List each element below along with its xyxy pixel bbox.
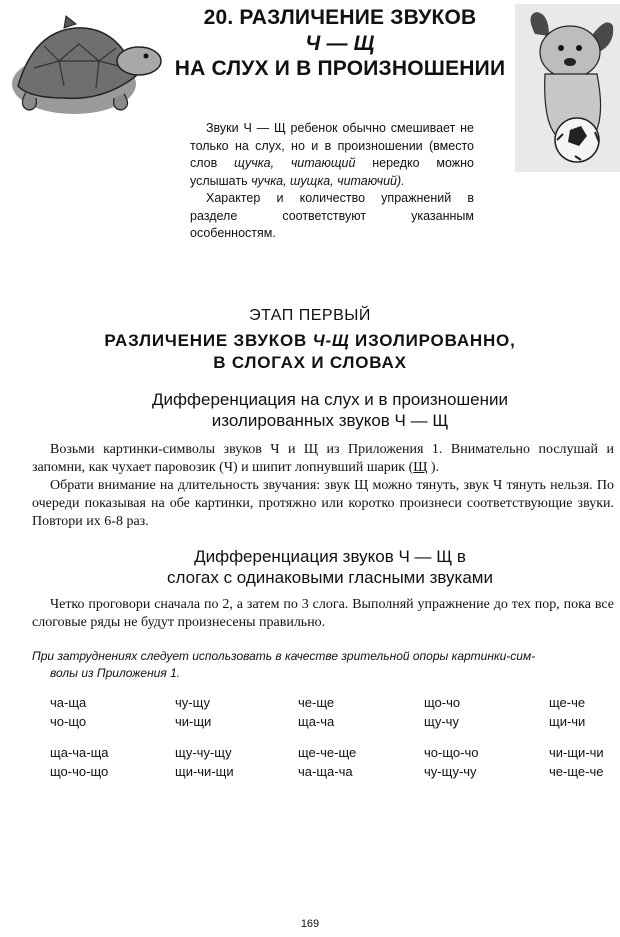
syllable-item: ща-ча-ща bbox=[50, 745, 109, 760]
page-number: 169 bbox=[300, 918, 320, 930]
section2-note: При затруднениях следует использовать в качестве зрительной опоры картинки-сим- волы из Приложения 1. bbox=[32, 649, 536, 680]
syllable-item: ча-ща-ча bbox=[298, 764, 353, 779]
section1-heading: Дифференциация на слух и в произношении изолированных звуков Ч — Щ bbox=[152, 390, 508, 430]
syllable-item: ща-ча bbox=[298, 714, 335, 729]
syllable-item: че-ще-че bbox=[549, 764, 604, 779]
syllable-item: ще-че bbox=[549, 695, 586, 710]
syllable-item: щи-чи-щи bbox=[175, 764, 234, 779]
section1-body bbox=[32, 441, 614, 531]
syllable-item: щу-чу bbox=[424, 714, 459, 729]
syllable-item: чу-щу-чу bbox=[424, 764, 477, 779]
syllable-item: ще-че-ще bbox=[298, 745, 357, 760]
syllable-item: що-чо-що bbox=[50, 764, 109, 779]
stage-label: ЭТАП ПЕРВЫЙ bbox=[249, 307, 371, 324]
stage-title-line1: РАЗЛИЧЕНИЕ ЗВУКОВ Ч-Щ ИЗОЛИРОВАННО, bbox=[104, 331, 516, 350]
section2-heading: Дифференциация звуков Ч — Щ в слогах с одинаковыми гласными звуками bbox=[167, 547, 493, 587]
syllable-item: чо-що bbox=[50, 714, 87, 729]
syllable-item: че-ще bbox=[298, 695, 335, 710]
syllable-item: ча-ща bbox=[50, 695, 87, 710]
intro-paragraph-2: Характер и количество упражнений в разделе соответствуют указанным особенностям. bbox=[190, 191, 474, 240]
syllable-item: чо-що-чо bbox=[424, 745, 479, 760]
chapter-title-sounds: Ч — Щ bbox=[305, 32, 375, 55]
intro-text bbox=[190, 120, 474, 243]
syllable-item: щи-чи bbox=[549, 714, 586, 729]
chapter-title-line3: НА СЛУХ И В ПРОИЗНОШЕНИИ bbox=[174, 57, 506, 80]
section2-body bbox=[32, 596, 614, 632]
syllable-item: щу-чу-щу bbox=[175, 745, 232, 760]
intro-paragraph-1: Звуки Ч — Щ ребенок обычно смешивает не только на слух, но и в произношении (вместо слов щучка, читающий нередко можно услышать чучка, шущка, читаючий). bbox=[190, 121, 474, 188]
syllable-item: чу-щу bbox=[175, 695, 210, 710]
section1-paragraph-1: Возьми картинки-символы звуков Ч и Щ из Приложения 1. Внимательно послушай и запомни, как чухает паровозик (Ч) и шипит лопнувший шарик (Щ ). bbox=[32, 442, 614, 475]
syllable-item: що-чо bbox=[424, 695, 461, 710]
syllable-item: чи-щи bbox=[175, 714, 212, 729]
stage-title-line2: В СЛОГАХ И СЛОВАХ bbox=[213, 353, 407, 372]
section2-paragraph-1: Четко проговори сначала по 2, а затем по 3 слога. Выполняй упражнение до тех пор, пока все слоговые ряды не будут произнесены правильно. bbox=[32, 597, 614, 630]
syllable-item: чи-щи-чи bbox=[549, 745, 604, 760]
chapter-title-line1: 20. РАЗЛИЧЕНИЕ ЗВУКОВ bbox=[203, 6, 477, 29]
section1-paragraph-2: Обрати внимание на длительность звучания: звук Щ можно тянуть, звук Ч тянуть нельзя. По очереди показывая на обе картинки, протяжно или коротко произнеси соответствующие звуки. Повтори их 6-8 раз. bbox=[32, 478, 614, 529]
